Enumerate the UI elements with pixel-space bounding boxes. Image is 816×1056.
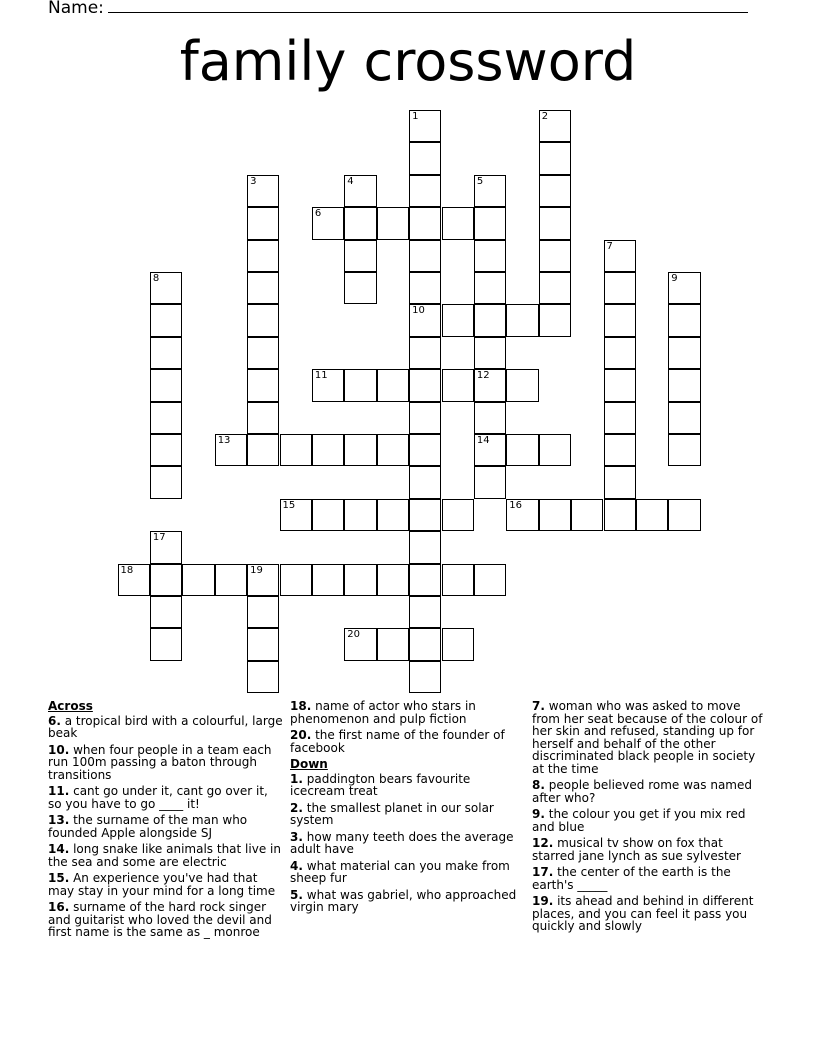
- grid-cell[interactable]: [215, 564, 247, 596]
- grid-cell[interactable]: [474, 337, 506, 369]
- clue-number: 9: [671, 273, 678, 284]
- grid-cell[interactable]: [604, 304, 636, 336]
- clue-down-1: 1. paddington bears favourite icecream treat: [290, 771, 471, 798]
- grid-cell[interactable]: [247, 337, 279, 369]
- clues-column-2: [290, 700, 526, 918]
- grid-cell[interactable]: [604, 402, 636, 434]
- grid-cell[interactable]: [442, 207, 474, 239]
- clue-number: 13: [217, 435, 231, 446]
- grid-cell[interactable]: [668, 499, 700, 531]
- grid-cell[interactable]: [409, 434, 441, 466]
- grid-cell[interactable]: [247, 628, 279, 660]
- grid-cell[interactable]: [506, 369, 538, 401]
- name-label: Name:: [48, 0, 104, 18]
- grid-cell[interactable]: [377, 369, 409, 401]
- clue-number: 15: [282, 499, 296, 511]
- grid-cell[interactable]: [604, 240, 636, 272]
- clue-across-16: 16. surname of the hard rock singer and guitarist who loved the devil and first name is the same as _ monroe: [48, 900, 272, 939]
- clue-down-17: 17. the center of the earth is the earth's _____: [532, 865, 731, 892]
- clue-number: 10: [412, 305, 425, 317]
- grid-cell[interactable]: [474, 369, 506, 401]
- grid-cell[interactable]: [150, 304, 182, 336]
- clue-down-19: 19. its ahead and behind in different places, and you can feel it pass you quickly and slowly: [532, 894, 754, 933]
- grid-cell[interactable]: [247, 304, 279, 336]
- clue-number: 5: [476, 175, 484, 187]
- grid-cell[interactable]: [442, 369, 474, 401]
- grid-cell[interactable]: [474, 240, 506, 272]
- clue-number: 4: [347, 175, 354, 187]
- grid-cell[interactable]: [539, 304, 571, 336]
- grid-cell[interactable]: [409, 175, 441, 207]
- grid-cell[interactable]: [474, 564, 506, 596]
- grid-cell[interactable]: [409, 304, 441, 336]
- grid-cell[interactable]: [539, 272, 571, 304]
- grid-cell[interactable]: [312, 207, 344, 239]
- grid-cell[interactable]: [506, 434, 538, 466]
- clue-number: 7: [606, 240, 613, 252]
- grid-cell[interactable]: [474, 175, 506, 207]
- grid-cell[interactable]: [344, 240, 376, 272]
- grid-cell[interactable]: [409, 466, 441, 498]
- grid-cell[interactable]: [474, 466, 506, 498]
- grid-cell[interactable]: [150, 402, 182, 434]
- grid-cell[interactable]: [247, 402, 279, 434]
- clue-across-13: 13. the surname of the man who founded Apple alongside SJ: [48, 813, 248, 840]
- grid-cell[interactable]: [344, 272, 376, 304]
- clues-column-1: [48, 700, 284, 943]
- clue-number: 14: [476, 435, 490, 446]
- clue-number: 20: [347, 629, 361, 641]
- grid-cell[interactable]: [539, 240, 571, 272]
- grid-cell[interactable]: [150, 596, 182, 628]
- grid-cell[interactable]: [539, 175, 571, 207]
- clue-number: 2: [541, 111, 549, 122]
- clue-down-4: 4. what material can you make from sheep fur: [290, 858, 510, 885]
- grid-cell[interactable]: [150, 466, 182, 498]
- grid-cell[interactable]: [604, 369, 636, 401]
- grid-cell[interactable]: [409, 596, 441, 628]
- grid-cell[interactable]: [247, 564, 279, 596]
- grid-cell[interactable]: [377, 628, 409, 660]
- grid-cell[interactable]: [377, 434, 409, 466]
- grid-cell[interactable]: [442, 304, 474, 336]
- grid-cell[interactable]: [474, 402, 506, 434]
- grid-cell[interactable]: [604, 337, 636, 369]
- grid-cell[interactable]: [182, 564, 214, 596]
- grid-cell[interactable]: [344, 175, 376, 207]
- grid-cell[interactable]: [377, 564, 409, 596]
- grid-cell[interactable]: [247, 369, 279, 401]
- grid-cell[interactable]: [247, 434, 279, 466]
- grid-cell[interactable]: [668, 434, 700, 466]
- clue-number: 8: [152, 273, 160, 284]
- grid-cell[interactable]: [150, 369, 182, 401]
- grid-cell[interactable]: [150, 337, 182, 369]
- clue-number: 1: [412, 111, 419, 122]
- grid-cell[interactable]: [409, 272, 441, 304]
- grid-cell[interactable]: [539, 207, 571, 239]
- grid-cell[interactable]: [409, 207, 441, 239]
- clue-across-11: 11. cant go under it, cant go over it, so you have to go ____ it!: [48, 784, 268, 811]
- grid-cell[interactable]: [668, 304, 700, 336]
- clue-number: 18: [120, 564, 134, 576]
- clue-number: 3: [250, 175, 257, 187]
- grid-cell[interactable]: [668, 337, 700, 369]
- grid-cell[interactable]: [312, 434, 344, 466]
- grid-cell[interactable]: [247, 596, 279, 628]
- clue-number: 6: [314, 208, 322, 220]
- grid-cell[interactable]: [442, 499, 474, 531]
- grid-cell[interactable]: [312, 564, 344, 596]
- clue-number: 16: [509, 499, 523, 511]
- grid-cell[interactable]: [604, 466, 636, 498]
- clue-down-5: 5. what was gabriel, who approached virgin mary: [290, 887, 517, 914]
- grid-cell[interactable]: [409, 369, 441, 401]
- grid-cell[interactable]: [636, 499, 668, 531]
- clue-across-18: 18. name of actor who stars in phenomenon and pulp fiction: [290, 699, 476, 726]
- grid-cell[interactable]: [247, 207, 279, 239]
- clue-across-15: 15. An experience you've had that may stay in your mind for a long time: [48, 871, 276, 898]
- grid-cell[interactable]: [409, 110, 441, 142]
- clue-across-14: 14. long snake like animals that live in the sea and some are electric: [48, 842, 281, 869]
- clue-across-10: 10. when four people in a team each run 100m passing a baton through transitions: [48, 742, 272, 782]
- clues-column-3: [532, 700, 768, 937]
- grid-cell[interactable]: [409, 661, 441, 693]
- grid-cell[interactable]: [539, 142, 571, 174]
- grid-cell[interactable]: [280, 499, 312, 531]
- grid-cell[interactable]: [668, 402, 700, 434]
- grid-cell[interactable]: [409, 337, 441, 369]
- clue-number: 12: [476, 370, 490, 382]
- grid-cell[interactable]: [474, 434, 506, 466]
- grid-cell[interactable]: [539, 499, 571, 531]
- clue-down-7: 7. woman who was asked to move from her seat because of the colour of her skin and refused, standing up for herself and behalf of the other discriminated black people in society at the time: [532, 699, 763, 776]
- grid-cell[interactable]: [215, 434, 247, 466]
- across-heading: Across: [48, 699, 93, 713]
- clue-down-12: 12. musical tv show on fox that starred jane lynch as sue sylvester: [532, 836, 741, 863]
- grid-cell[interactable]: [604, 272, 636, 304]
- grid-cell[interactable]: [409, 142, 441, 174]
- grid-cell[interactable]: [409, 531, 441, 563]
- clue-down-9: 9. the colour you get if you mix red and blue: [532, 807, 746, 834]
- grid-cell[interactable]: [247, 240, 279, 272]
- grid-cell[interactable]: [506, 499, 538, 531]
- grid-cell[interactable]: [150, 564, 182, 596]
- grid-cell[interactable]: [247, 175, 279, 207]
- clue-across-6: 6. a tropical bird with a colourful, large beak: [48, 713, 283, 740]
- clue-down-2: 2. the smallest planet in our solar system: [290, 800, 494, 827]
- grid-cell[interactable]: [604, 499, 636, 531]
- grid-cell[interactable]: [506, 304, 538, 336]
- grid-cell[interactable]: [312, 369, 344, 401]
- clue-number: 11: [314, 370, 328, 382]
- grid-cell[interactable]: [344, 369, 376, 401]
- grid-cell[interactable]: [571, 499, 603, 531]
- grid-cell[interactable]: [150, 272, 182, 304]
- page-title: family crossword: [179, 30, 637, 93]
- grid-cell[interactable]: [280, 564, 312, 596]
- grid-cell[interactable]: [442, 628, 474, 660]
- grid-cell[interactable]: [409, 564, 441, 596]
- grid-cell[interactable]: [377, 207, 409, 239]
- grid-cell[interactable]: [668, 272, 700, 304]
- clue-across-20: 20. the first name of the founder of facebook: [290, 728, 505, 755]
- clue-down-8: 8. people believed rome was named after who?: [532, 778, 752, 805]
- clue-down-3: 3. how many teeth does the average adult have: [290, 829, 514, 856]
- grid-cell[interactable]: [150, 531, 182, 563]
- grid-cell[interactable]: [604, 434, 636, 466]
- grid-cell[interactable]: [539, 434, 571, 466]
- clue-number: 19: [250, 564, 263, 576]
- grid-cell[interactable]: [668, 369, 700, 401]
- grid-cell[interactable]: [377, 499, 409, 531]
- grid-cell[interactable]: [409, 499, 441, 531]
- grid-cell[interactable]: [118, 564, 150, 596]
- grid-cell[interactable]: [474, 272, 506, 304]
- grid-cell[interactable]: [280, 434, 312, 466]
- grid-cell[interactable]: [247, 661, 279, 693]
- grid-cell[interactable]: [409, 402, 441, 434]
- grid-cell[interactable]: [474, 304, 506, 336]
- grid-cell[interactable]: [344, 499, 376, 531]
- down-heading: Down: [290, 757, 328, 771]
- grid-cell[interactable]: [312, 499, 344, 531]
- grid-cell[interactable]: [344, 434, 376, 466]
- grid-cell[interactable]: [150, 628, 182, 660]
- grid-cell[interactable]: [344, 564, 376, 596]
- grid-cell[interactable]: [344, 207, 376, 239]
- clue-number: 17: [152, 532, 166, 544]
- grid-cell[interactable]: [409, 240, 441, 272]
- grid-cell[interactable]: [247, 272, 279, 304]
- grid-cell[interactable]: [442, 564, 474, 596]
- grid-cell[interactable]: [474, 207, 506, 239]
- grid-cell[interactable]: [539, 110, 571, 142]
- grid-cell[interactable]: [344, 628, 376, 660]
- grid-cell[interactable]: [150, 434, 182, 466]
- grid-cell[interactable]: [409, 628, 441, 660]
